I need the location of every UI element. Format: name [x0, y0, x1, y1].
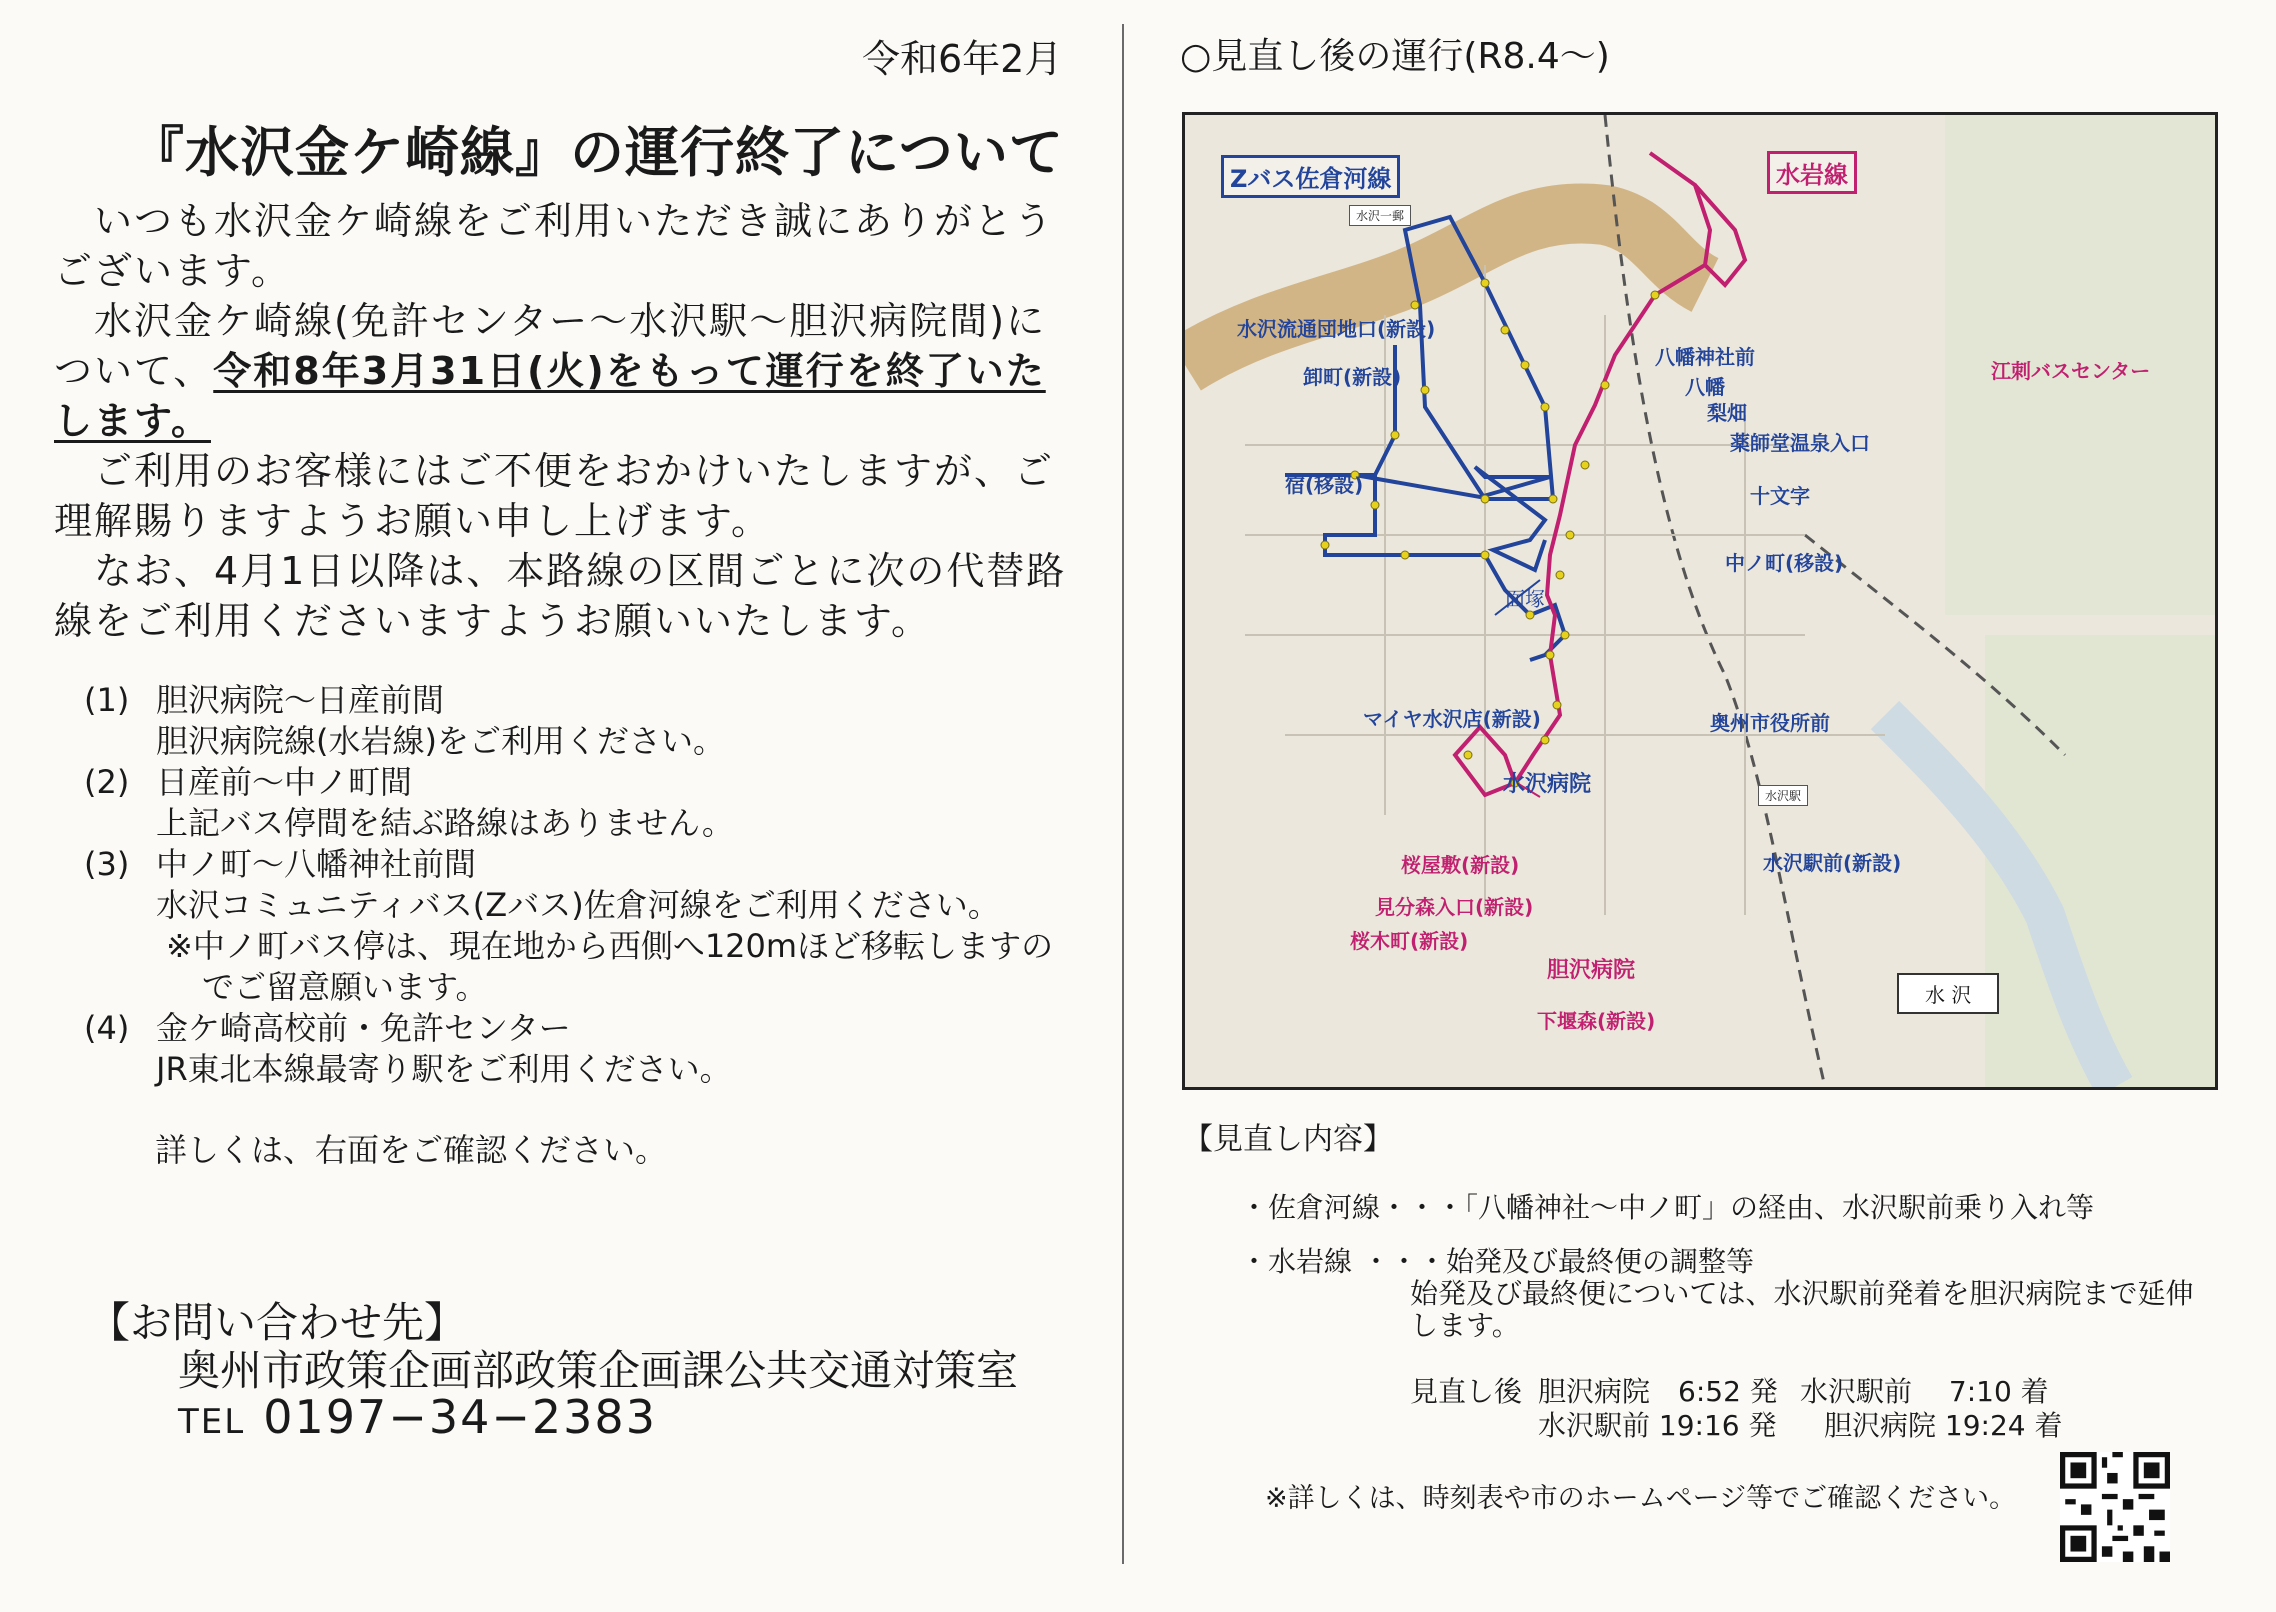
issue-date: 令和6年2月: [862, 37, 1063, 81]
review-line: ・佐倉河線・・・「八幡神社〜中ノ町」の経由、水沢駅前乗り入れ等: [1240, 1191, 2095, 1224]
stop-label: 薬師堂温泉入口: [1730, 431, 1870, 455]
list-item: [84, 1008, 1053, 1090]
timetable-arrival: 水沢駅前 7:10 着: [1800, 1375, 2049, 1408]
item-section: 胆沢病院〜日産前間: [156, 681, 445, 719]
list-item: [84, 844, 1053, 1008]
end-date-emphasis: 令和8年3月31日(火)をもって運行を終了いた: [213, 349, 1046, 393]
end-date-emphasis: します。: [54, 399, 211, 443]
map-sign: 水沢駅: [1758, 785, 1808, 806]
stop-label: 宿(移設): [1285, 473, 1364, 497]
stop-label: 面塚: [1505, 587, 1545, 611]
intro-line: なお、4月1日以降は、本路線の区間ごとに次の代替路: [94, 549, 1067, 593]
map-graphic: [1185, 115, 2215, 1087]
item-section: 日産前〜中ノ町間: [156, 763, 413, 801]
item-note: でご留意願います。: [202, 968, 488, 1006]
stop-label: 桜屋敷(新設): [1401, 853, 1520, 877]
item-number: (1): [84, 681, 130, 719]
intro-line: いつも水沢金ケ崎線をご利用いただき誠にありがとう: [94, 199, 1055, 243]
map-sign: 水沢一郵: [1349, 205, 1411, 226]
review-route: ・水岩線: [1240, 1245, 1353, 1278]
revised-operation-heading: ○見直し後の運行(R8.4〜): [1180, 36, 1610, 77]
list-item: [84, 762, 1053, 844]
page-title: 『水沢金ケ崎線』の運行終了について: [130, 121, 1064, 184]
review-text: ・・・始発及び最終便の調整等: [1362, 1245, 1755, 1278]
intro-line-with-date: [54, 346, 1066, 396]
route-label-pink: 水岩線: [1767, 151, 1857, 194]
stop-label: 卸町(新設): [1303, 365, 1402, 389]
intro-line: 線をご利用くださいますようお願いいたします。: [54, 599, 931, 643]
stop-label: 水沢病院: [1503, 772, 1592, 797]
item-number: (4): [84, 1009, 130, 1047]
contact-heading: 【お問い合わせ先】: [88, 1298, 467, 1347]
stop-label: 下堰森(新設): [1537, 1009, 1656, 1033]
item-number: (3): [84, 845, 130, 883]
intro-line: ご利用のお客様にはご不便をおかけいたしますが、ご: [94, 449, 1055, 493]
timetable-row: [1538, 1404, 2063, 1444]
timetable-label: 見直し後: [1410, 1375, 1523, 1408]
item-number: (2): [84, 763, 130, 801]
stop-label: マイヤ水沢店(新設): [1363, 707, 1541, 731]
intro-line: 理解賜りますようお願い申し上げます。: [54, 499, 771, 543]
contact-phone: [178, 1390, 657, 1444]
detail-note: 詳しくは、右面をご確認ください。: [155, 1131, 668, 1169]
stop-label: 胆沢病院: [1547, 958, 1636, 983]
route-label-blue: Zバス佐倉河線: [1221, 155, 1400, 198]
timetable-arrival: 胆沢病院 19:24 着: [1824, 1409, 2063, 1442]
tel-number: 0197−34−2383: [263, 1390, 657, 1444]
item-alternative: 胆沢病院線(水岩線)をご利用ください。: [156, 722, 725, 760]
item-alternative: JR東北本線最寄り駅をご利用ください。: [156, 1050, 732, 1088]
stop-label: 八幡神社前: [1655, 345, 1755, 369]
timetable-departure: 胆沢病院 6:52 発: [1538, 1375, 1778, 1408]
tel-label: TEL: [178, 1402, 246, 1442]
review-line: します。: [1410, 1309, 1520, 1342]
stop-label: 見分森入口(新設): [1375, 895, 1534, 919]
place-name-box: 水 沢: [1897, 973, 1999, 1014]
stop-label: 八幡: [1685, 375, 1725, 399]
column-divider: [1122, 24, 1124, 1564]
intro-text-part: ついて、: [54, 349, 214, 393]
stop-label: 水沢流通団地口(新設): [1237, 317, 1436, 341]
stop-label: 梨畑: [1707, 401, 1747, 425]
review-line: 始発及び最終便については、水沢駅前発着を胆沢病院まで延伸: [1410, 1277, 2194, 1310]
stop-label: 奥州市役所前: [1710, 711, 1830, 735]
intro-line: 水沢金ケ崎線(免許センター〜水沢駅〜胆沢病院間)に: [94, 299, 1047, 343]
footnote: ※詳しくは、時刻表や市のホームページ等でご確認ください。: [1265, 1483, 2017, 1514]
item-note: ※中ノ町バス停は、現在地から西側へ120mほど移転しますの: [166, 927, 1054, 965]
intro-text: [54, 196, 1066, 646]
stop-label: 中ノ町(移設): [1725, 551, 1844, 575]
stop-label: 桜木町(新設): [1350, 929, 1469, 953]
item-section: 金ケ崎高校前・免許センター: [156, 1009, 571, 1047]
item-alternative: 水沢コミュニティバス(Zバス)佐倉河線をご利用ください。: [156, 886, 1000, 924]
route-map: [1182, 112, 2218, 1090]
item-section: 中ノ町〜八幡神社前間: [156, 845, 477, 883]
alternative-route-list: [84, 680, 1053, 1090]
contact-organization: 奥州市政策企画部政策企画課公共交通対策室: [178, 1346, 1019, 1395]
review-heading: 【見直し内容】: [1183, 1122, 1393, 1157]
stop-label: 十文字: [1750, 484, 1810, 508]
timetable-departure: 水沢駅前 19:16 発: [1538, 1409, 1777, 1442]
stop-label: 江刺バスセンター: [1991, 359, 2151, 383]
qr-code[interactable]: [2060, 1452, 2170, 1562]
item-alternative: 上記バス停間を結ぶ路線はありません。: [156, 804, 734, 842]
stop-label: 水沢駅前(新設): [1763, 851, 1902, 875]
list-item: [84, 680, 1053, 762]
intro-line: ございます。: [54, 249, 291, 293]
